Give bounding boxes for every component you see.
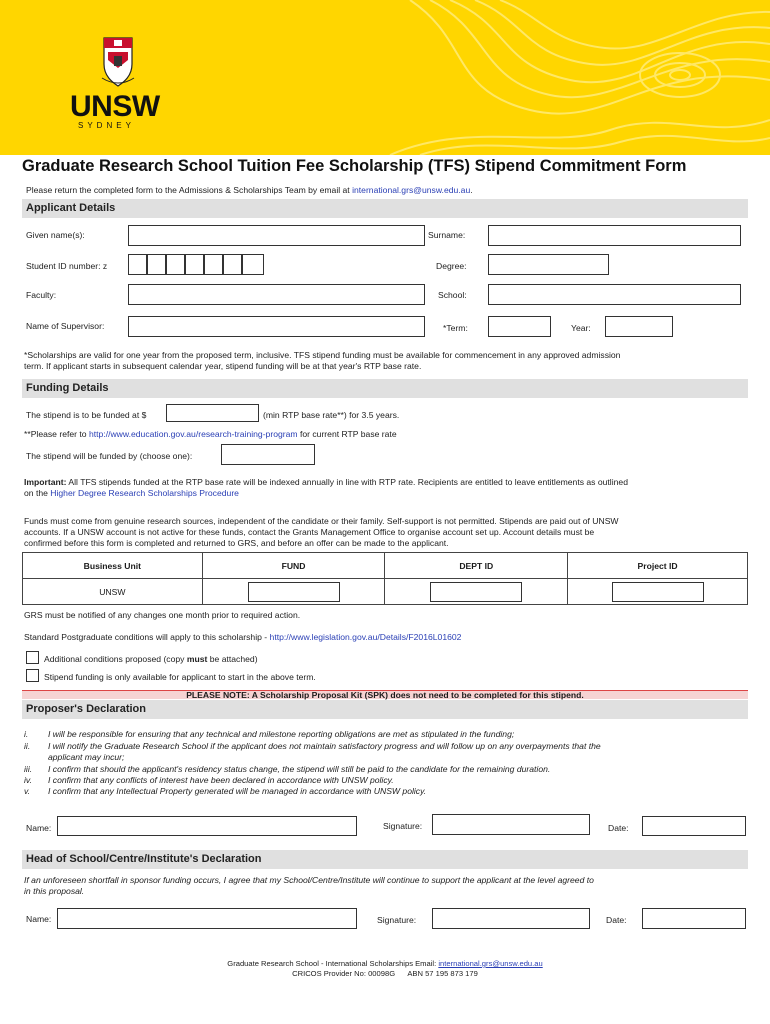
header-business-unit: Business Unit	[23, 553, 203, 579]
standard-conditions: Standard Postgraduate conditions will apply to this scholarship - http://www.legislation.gov.au/Details/F2016L01602	[24, 632, 462, 642]
faculty-label: Faculty:	[26, 290, 57, 300]
year-field[interactable]	[605, 316, 673, 337]
footer-line2: CRICOS Provider No: 00098G ABN 57 195 873 179	[292, 969, 478, 978]
declaration-item: applicant may incur;	[48, 752, 125, 762]
supervisor-field[interactable]	[128, 316, 425, 337]
head-date-field[interactable]	[642, 908, 746, 929]
proposer-signature-field[interactable]	[432, 814, 590, 835]
important-note-line2: on the Higher Degree Research Scholarships Procedure	[24, 488, 239, 498]
logo-subtitle: SYDNEY	[78, 121, 135, 130]
hdr-procedure-link[interactable]: Higher Degree Research Scholarships Procedure	[50, 488, 239, 498]
important-note-line1: Important: All TFS stipends funded at the RTP base rate will be indexed annually in line with RTP rate. Recipients are entitled to leave entitlements as outlined	[24, 477, 628, 487]
project-id-field[interactable]	[612, 582, 704, 602]
proposer-name-field[interactable]	[57, 816, 357, 836]
declaration-item: I will notify the Graduate Research School if the applicant does not maintain satisfactory progress and will follow up on any overpayments that the	[48, 741, 601, 751]
student-id-label: Student ID number: z	[26, 261, 108, 271]
student-id-digit[interactable]	[147, 254, 166, 275]
student-id-digit[interactable]	[223, 254, 242, 275]
section-head-declaration: Head of School/Centre/Institute's Declaration	[22, 850, 748, 869]
funded-by-select[interactable]	[221, 444, 315, 465]
dept-id-field[interactable]	[430, 582, 522, 602]
additional-conditions-checkbox[interactable]	[26, 651, 39, 664]
stipend-term-checkbox[interactable]	[26, 669, 39, 682]
given-names-label: Given name(s):	[26, 230, 85, 240]
instructions-email-link[interactable]: international.grs@unsw.edu.au	[352, 185, 471, 195]
student-id-digit[interactable]	[166, 254, 185, 275]
head-signature-label: Signature:	[377, 915, 417, 925]
stipend-amount-field[interactable]	[166, 404, 259, 422]
declaration-num: i.	[24, 729, 29, 739]
header-dept-id: DEPT ID	[385, 553, 568, 579]
head-name-field[interactable]	[57, 908, 357, 929]
given-names-field[interactable]	[128, 225, 425, 246]
section-funding-details: Funding Details	[22, 379, 748, 398]
footer-line1: Graduate Research School - International Scholarships Email: international.grs@unsw.edu.au	[227, 959, 543, 968]
supervisor-label: Name of Supervisor:	[26, 321, 105, 331]
please-note-banner: PLEASE NOTE: A Scholarship Proposal Kit (SPK) does not need to be completed for this stipend.	[22, 690, 748, 699]
stipend-prefix-label: The stipend is to be funded at $	[26, 410, 147, 420]
degree-label: Degree:	[436, 261, 467, 271]
student-id-digit[interactable]	[242, 254, 264, 275]
declaration-item: I confirm that any conflicts of interest have been declared in accordance with UNSW policy.	[48, 775, 394, 785]
student-id-digit[interactable]	[204, 254, 223, 275]
business-unit-value: UNSW	[23, 579, 203, 605]
term-field[interactable]	[488, 316, 551, 337]
declaration-item: I confirm that any Intellectual Property generated will be managed in accordance with UNSW policy.	[48, 786, 427, 796]
fund-field[interactable]	[248, 582, 340, 602]
form-title: Graduate Research School Tuition Fee Scholarship (TFS) Stipend Commitment Form	[22, 157, 687, 175]
table-header-row	[23, 553, 748, 579]
declaration-num: v.	[24, 786, 31, 796]
crest-icon	[68, 34, 168, 90]
funded-by-label: The stipend will be funded by (choose one):	[26, 451, 193, 461]
section-proposer-declaration: Proposer's Declaration	[22, 700, 748, 719]
contour-pattern	[350, 0, 770, 155]
school-label: School:	[438, 290, 467, 300]
faculty-field[interactable]	[128, 284, 425, 305]
stipend-suffix-label: (min RTP base rate**) for 3.5 years.	[263, 410, 400, 420]
dept-id-cell	[385, 579, 568, 605]
head-declaration-line2: in this proposal.	[24, 886, 85, 896]
rtp-link[interactable]: http://www.education.gov.au/research-training-program	[88, 429, 298, 439]
student-id-digit[interactable]	[128, 254, 147, 275]
header-project-id: Project ID	[568, 553, 748, 579]
section-applicant-details: Applicant Details	[22, 199, 748, 218]
rtp-reference: **Please refer to http://www.education.gov.au/research-training-program for current RTP base rate	[24, 429, 397, 439]
logo-wordmark: UNSW	[70, 90, 160, 123]
declaration-num: iii.	[24, 764, 33, 774]
surname-field[interactable]	[488, 225, 741, 246]
funds-note-line3: confirmed before this form is completed and returned to GRS, and before an offer can be made to the applicant.	[24, 538, 449, 548]
proposer-date-label: Date:	[608, 823, 629, 833]
head-name-label: Name:	[26, 914, 52, 924]
declaration-num: ii.	[24, 741, 31, 751]
proposer-date-field[interactable]	[642, 816, 746, 836]
year-label: Year:	[571, 323, 591, 333]
declaration-item: I confirm that should the applicant's residency status change, the stipend will still be paid to the candidate for the remaining duration.	[48, 764, 551, 774]
legislation-link[interactable]: http://www.legislation.gov.au/Details/F2016L01602	[269, 632, 462, 642]
table-row	[23, 579, 748, 605]
student-id-digit[interactable]	[185, 254, 204, 275]
head-date-label: Date:	[606, 915, 627, 925]
fund-cell	[202, 579, 385, 605]
stipend-term-label: Stipend funding is only available for applicant to start in the above term.	[44, 672, 316, 682]
school-field[interactable]	[488, 284, 741, 305]
header-fund: FUND	[202, 553, 385, 579]
proposer-name-label: Name:	[26, 823, 52, 833]
scholarship-note-line1: *Scholarships are valid for one year from the proposed term, inclusive. TFS stipend funding must be available for commencement in any approved admission	[24, 350, 621, 360]
declaration-item: I will be responsible for ensuring that any technical and milestone reporting obligations are met as stipulated in the funding;	[48, 729, 515, 739]
term-label: *Term:	[443, 323, 468, 333]
additional-conditions-label: Additional conditions proposed (copy must be attached)	[44, 654, 258, 664]
head-declaration-line1: If an unforeseen shortfall in sponsor funding occurs, I agree that my School/Centre/Institute will continue to support the applicant at the level agreed to	[24, 875, 594, 885]
funds-note-line2: accounts. If a UNSW account is not active for these funds, contact the Grants Management Office to organise account set up. Account details must be	[24, 527, 595, 537]
footer-email-link[interactable]: international.grs@unsw.edu.au	[438, 959, 543, 968]
instructions: Please return the completed form to the Admissions & Scholarships Team by email at international.grs@unsw.edu.au.	[26, 185, 473, 195]
declaration-num: iv.	[24, 775, 32, 785]
scholarship-note-line2: term. If applicant starts in subsequent calendar year, stipend funding will be at that year's RTP base rate.	[24, 361, 422, 371]
project-id-cell	[568, 579, 748, 605]
degree-field[interactable]	[488, 254, 609, 275]
surname-label: Surname:	[428, 230, 466, 240]
funds-note-line1: Funds must come from genuine research sources, independent of the candidate or their family. Self-support is not permitted. Stipends are paid out of UNSW	[24, 516, 619, 526]
header-banner	[0, 0, 770, 155]
proposer-signature-label: Signature:	[383, 821, 423, 831]
fund-table	[22, 552, 748, 605]
grs-notice: GRS must be notified of any changes one month prior to required action.	[24, 610, 301, 620]
head-signature-field[interactable]	[432, 908, 590, 929]
